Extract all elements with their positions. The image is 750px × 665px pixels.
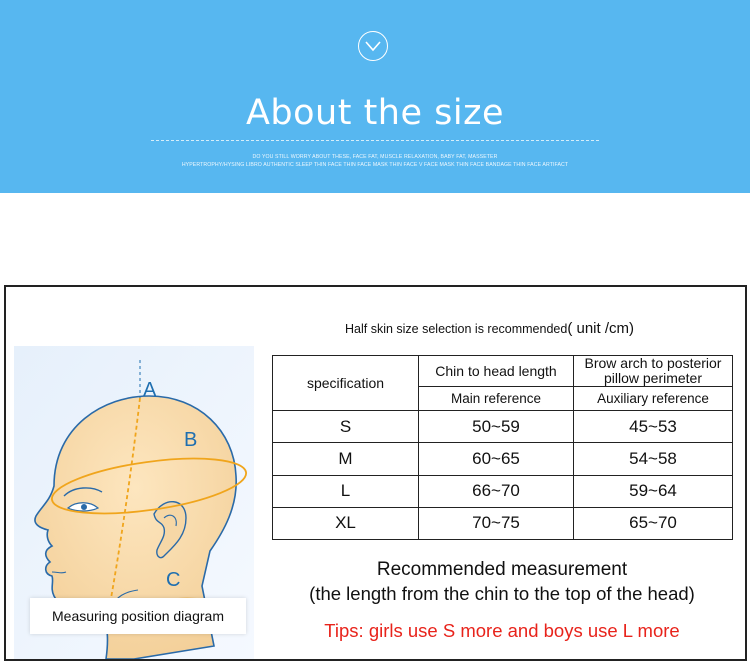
table-row bbox=[273, 411, 733, 443]
label-c: C bbox=[166, 569, 181, 591]
brow-cell: 45~53 bbox=[574, 411, 733, 443]
chin-cell: 66~70 bbox=[419, 475, 574, 507]
tips-text: Tips: girls use S more and boys use L more bbox=[324, 620, 680, 641]
table-unit: ( unit /cm) bbox=[567, 320, 635, 337]
size-chart-panel bbox=[4, 285, 747, 661]
size-cell: L bbox=[273, 475, 419, 507]
recommendation-title: Recommended measurement bbox=[376, 559, 628, 580]
header-auxiliary-reference: Auxiliary reference bbox=[574, 387, 733, 411]
size-cell: XL bbox=[273, 507, 419, 539]
table-row bbox=[273, 507, 733, 539]
table-title-text: Half skin size selection is recommended bbox=[345, 322, 568, 336]
banner-title: About the size bbox=[245, 93, 505, 133]
brow-cell: 59~64 bbox=[574, 475, 733, 507]
size-table bbox=[272, 355, 733, 540]
size-cell: M bbox=[273, 443, 419, 475]
header-chin-to-head: Chin to head length bbox=[419, 356, 574, 387]
chin-cell: 60~65 bbox=[419, 443, 574, 475]
size-cell: S bbox=[273, 411, 419, 443]
header-specification: specification bbox=[273, 356, 419, 411]
diagram-caption: Measuring position diagram bbox=[30, 598, 246, 634]
brow-cell: 54~58 bbox=[574, 443, 733, 475]
header-main-reference: Main reference bbox=[419, 387, 574, 411]
table-title bbox=[345, 320, 634, 337]
banner-divider bbox=[151, 140, 599, 141]
table-header-row bbox=[273, 356, 733, 387]
brow-cell: 65~70 bbox=[574, 507, 733, 539]
chin-cell: 50~59 bbox=[419, 411, 574, 443]
recommendation-detail: (the length from the chin to the top of the head) bbox=[309, 583, 695, 604]
header-brow-perimeter: Brow arch to posterior pillow perimeter bbox=[574, 356, 733, 387]
label-b: B bbox=[184, 429, 198, 451]
label-a: A bbox=[143, 379, 157, 401]
banner-subtext-line2: HYPERTROPHY/HYSING LIBRO AUTHENTIC SLEEP THIN FACE THIN FACE MASK THIN FACE V FACE MASK THIN FACE BANDAGE THIN FACE ARTIFACT bbox=[181, 162, 569, 168]
banner-subtext-line1: DO YOU STILL WORRY ABOUT THESE, FACE FAT, MUSCLE RELAXATION, BABY FAT, MASSETER bbox=[252, 154, 498, 160]
about-size-banner bbox=[0, 0, 750, 193]
chevron-down-icon bbox=[358, 31, 388, 61]
chin-cell: 70~75 bbox=[419, 507, 574, 539]
table-row bbox=[273, 443, 733, 475]
table-row bbox=[273, 475, 733, 507]
